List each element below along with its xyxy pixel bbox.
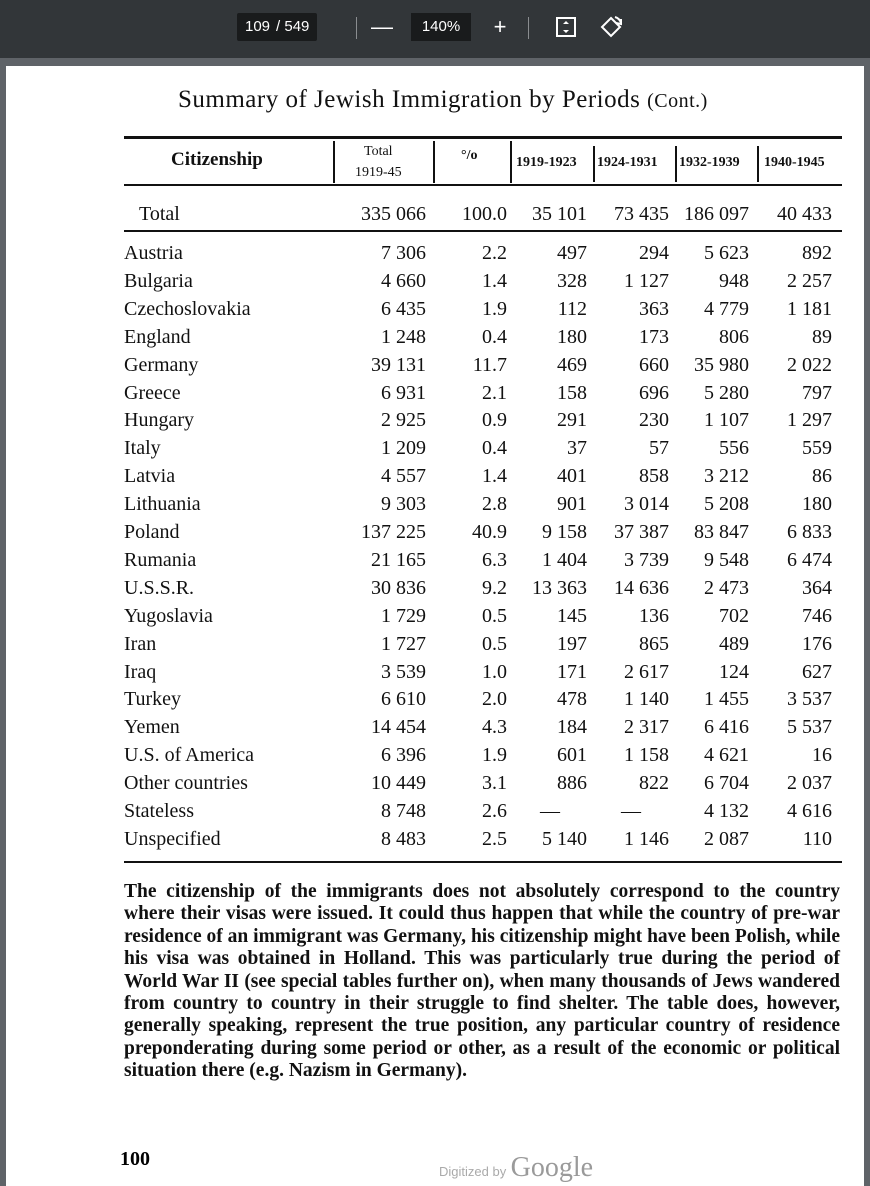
table-row-cell: 8 483 <box>381 827 426 850</box>
table-row-cell: 4 660 <box>381 269 426 292</box>
table-row-label: Yemen <box>124 716 180 739</box>
google-logo-text: Google <box>510 1152 594 1183</box>
table-row-cell: 797 <box>802 381 832 404</box>
table-row-cell: 171 <box>557 660 587 683</box>
table-row-cell: 1 158 <box>624 744 669 767</box>
table-row-cell: 5 140 <box>542 827 587 850</box>
table-row-cell: 627 <box>802 660 832 683</box>
fit-page-button[interactable] <box>553 12 579 42</box>
total-row-cell: 40 433 <box>777 203 832 225</box>
table-row-cell: 1 127 <box>624 269 669 292</box>
table-row-cell: 37 <box>567 437 587 460</box>
table-row-cell: 328 <box>557 269 587 292</box>
digitized-text: Digitized by <box>439 1164 507 1179</box>
table-row-cell: 9 303 <box>381 493 426 516</box>
table-row-cell: 1.4 <box>482 465 507 488</box>
table-row-label: Iraq <box>124 660 157 683</box>
table-row-label: Rumania <box>124 548 197 571</box>
table-row-cell: 13 363 <box>532 576 587 599</box>
table-row-label: Lithuania <box>124 493 201 516</box>
page-current-input[interactable]: 109 <box>245 18 271 35</box>
table-bottom-rule <box>124 861 842 863</box>
zoom-level[interactable]: 140% <box>411 13 471 41</box>
google-watermark <box>439 1152 593 1184</box>
header-citizenship: Citizenship <box>171 149 263 170</box>
table-row-label: Italy <box>124 437 161 460</box>
table-row-cell: 145 <box>557 604 587 627</box>
table-row-cell: 4 616 <box>787 800 832 822</box>
table-row-cell: 1 248 <box>381 325 426 348</box>
table-row-label: Stateless <box>124 800 194 822</box>
table-row-cell: 14 454 <box>371 716 426 739</box>
table-row-cell: 401 <box>557 465 587 488</box>
title-text: Summary of Jewish Immigration by Periods <box>178 86 641 113</box>
table-row-cell: 230 <box>639 409 669 432</box>
zoom-out-button[interactable] <box>369 12 395 42</box>
table-row-cell: 6 416 <box>704 716 749 739</box>
table-row-cell: 2 473 <box>704 576 749 599</box>
table-row-cell: 2.8 <box>482 493 507 516</box>
table-row-label: Unspecified <box>124 827 221 850</box>
table-row-cell: 0.5 <box>482 632 507 655</box>
table-row-cell: 2 257 <box>787 269 832 292</box>
table-row-cell: 822 <box>639 772 669 795</box>
table-row-label: Latvia <box>124 465 176 488</box>
table-row-label: U.S.S.R. <box>124 576 195 599</box>
table-row-cell: 892 <box>802 242 832 264</box>
table-row-cell: 9.2 <box>482 576 507 599</box>
table-row-cell: 10 449 <box>371 772 426 795</box>
table-row-cell: 37 387 <box>614 521 669 543</box>
table-row-cell: 39 131 <box>371 353 426 376</box>
header-period-3: 1932-1939 <box>679 155 740 170</box>
table-row-label: Bulgaria <box>124 269 193 292</box>
table-row-cell: 1 181 <box>787 297 832 320</box>
toolbar-divider <box>356 17 357 39</box>
table-row-cell: 2.6 <box>482 800 507 822</box>
table-row-cell: 3 014 <box>624 493 669 516</box>
table-row-cell: 9 548 <box>704 548 749 571</box>
table-row-cell: 6 435 <box>381 297 426 320</box>
table-row-cell: 696 <box>639 381 669 404</box>
table-row-cell: 497 <box>557 242 587 264</box>
table-row-cell: 4 779 <box>704 297 749 320</box>
table-row-cell: 3.1 <box>482 772 507 795</box>
table-row-cell: 1 209 <box>381 437 426 460</box>
table-row-cell: 556 <box>719 437 749 460</box>
page-number: 100 <box>120 1148 150 1170</box>
header-period-1: 1919-1923 <box>516 155 577 170</box>
table-row-cell: 9 158 <box>542 521 587 543</box>
table-row-cell: 180 <box>557 325 587 348</box>
table-row-cell: 3 537 <box>787 688 832 711</box>
total-row-cell: 100.0 <box>462 203 507 225</box>
table-row-cell: 180 <box>802 493 832 516</box>
table-row-cell: 660 <box>639 353 669 376</box>
table-row-label: Yugoslavia <box>124 604 213 627</box>
table-row-cell: 6 833 <box>787 521 832 543</box>
table-row-cell: 489 <box>719 632 749 655</box>
total-row-label: Total <box>139 203 180 225</box>
table-row-cell: 2 317 <box>624 716 669 739</box>
table-row-cell: 30 836 <box>371 576 426 599</box>
table-row-cell: 3 739 <box>624 548 669 571</box>
total-row-cell: 335 066 <box>361 203 426 225</box>
table-row-cell: 294 <box>639 242 669 264</box>
page-title <box>178 86 708 114</box>
table-row-cell: 5 623 <box>704 242 749 264</box>
table-row-cell: 0.5 <box>482 604 507 627</box>
page-indicator[interactable] <box>237 13 317 41</box>
table-row-cell: 2 925 <box>381 409 426 432</box>
header-divider <box>675 146 677 182</box>
table-row-cell: 1 297 <box>787 409 832 432</box>
table-row-cell: 2.5 <box>482 827 507 850</box>
table-row-cell: 6 474 <box>787 548 832 571</box>
table-row-cell: 1.0 <box>482 660 507 683</box>
table-row-cell: 1 146 <box>624 827 669 850</box>
table-row-cell: 2.2 <box>482 242 507 264</box>
table-row-cell: 5 537 <box>787 716 832 739</box>
table-row-cell: 5 280 <box>704 381 749 404</box>
table-row-cell: 0.4 <box>482 437 507 460</box>
table-row-cell: 40.9 <box>472 521 507 543</box>
table-row-cell: 35 980 <box>694 353 749 376</box>
table-row-cell: 1 727 <box>381 632 426 655</box>
table-row-cell: 173 <box>639 325 669 348</box>
table-row-cell: 89 <box>812 325 832 348</box>
toolbar-divider <box>528 17 529 39</box>
header-divider <box>757 146 759 182</box>
table-row-cell: 478 <box>557 688 587 711</box>
table-row-cell: 858 <box>639 465 669 488</box>
table-row-cell: 364 <box>802 576 832 599</box>
table-row-cell: 469 <box>557 353 587 376</box>
table-row-cell: 1.9 <box>482 744 507 767</box>
header-period-4: 1940-1945 <box>764 155 825 170</box>
header-divider <box>510 141 512 183</box>
table-row-cell: 7 306 <box>381 242 426 264</box>
table-row-cell: 197 <box>557 632 587 655</box>
header-divider <box>593 146 595 182</box>
table-row-label: Greece <box>124 381 181 404</box>
table-row-cell: 184 <box>557 716 587 739</box>
table-row-cell: — <box>540 800 560 822</box>
table-row-cell: — <box>621 800 641 822</box>
table-row-cell: 176 <box>802 632 832 655</box>
page-total: / 549 <box>276 18 310 35</box>
minus-icon: — <box>371 14 393 39</box>
table-row-cell: 601 <box>557 744 587 767</box>
table-row-cell: 5 208 <box>704 493 749 516</box>
table-row-cell: 83 847 <box>694 521 749 543</box>
table-row-cell: 137 225 <box>361 521 426 543</box>
table-row-cell: 6 610 <box>381 688 426 711</box>
total-row-cell: 186 097 <box>684 203 749 225</box>
total-row-rule <box>124 230 842 232</box>
table-row-cell: 21 165 <box>371 548 426 571</box>
table-row-cell: 2 087 <box>704 827 749 850</box>
table-row-cell: 14 636 <box>614 576 669 599</box>
table-row-cell: 112 <box>557 297 587 320</box>
table-row-cell: 11.7 <box>472 353 507 376</box>
table-row-cell: 110 <box>802 827 832 850</box>
table-row-cell: 3 539 <box>381 660 426 683</box>
table-row-label: U.S. of America <box>124 744 254 767</box>
table-row-cell: 6.3 <box>482 548 507 571</box>
table-row-cell: 2 022 <box>787 353 832 376</box>
table-row-cell: 136 <box>639 604 669 627</box>
table-row-cell: 86 <box>812 465 832 488</box>
table-row-label: Turkey <box>124 688 182 711</box>
table-row-label: Germany <box>124 353 199 376</box>
table-row-label: Other countries <box>124 772 248 795</box>
header-period-2: 1924-1931 <box>597 155 658 170</box>
table-row-cell: 3 212 <box>704 465 749 488</box>
table-row-cell: 6 931 <box>381 381 426 404</box>
header-total: Total <box>364 144 393 159</box>
table-row-cell: 1 729 <box>381 604 426 627</box>
table-row-label: Czechoslovakia <box>124 297 251 320</box>
table-row-cell: 1 455 <box>704 688 749 711</box>
table-row-cell: 4 621 <box>704 744 749 767</box>
rotate-icon <box>598 14 624 40</box>
table-row-label: Poland <box>124 521 180 543</box>
footnote-paragraph: The citizenship of the immigrants does not absolutely correspond to the country where their visas were issued. It could thus happen that while the country of pre-war residence of an immigrant was Germany, his citizenship might have been Polish, while his visa was obtained in Holland. This was particularly true during the period of World War II (see special tables further on), when many thousands of Jews wandered from country to country in their struggle to find shelter. The table does, however, generally speaking, represent the true position, any particular country of residence preponderating during some period or other, as a result of the economic or political situation there (e.g. Nazism in Germany). <box>124 881 840 1082</box>
table-row-cell: 901 <box>557 493 587 516</box>
table-row-cell: 702 <box>719 604 749 627</box>
table-top-rule <box>124 136 842 139</box>
total-row-cell: 35 101 <box>532 203 587 225</box>
table-row-cell: 4 557 <box>381 465 426 488</box>
table-row-cell: 806 <box>719 325 749 348</box>
table-row-cell: 0.9 <box>482 409 507 432</box>
table-row-cell: 4 132 <box>704 800 749 822</box>
table-row-cell: 1.9 <box>482 297 507 320</box>
table-row-label: England <box>124 325 191 348</box>
document-page <box>6 66 864 1186</box>
table-row-cell: 1 404 <box>542 548 587 571</box>
header-bottom-rule <box>124 184 842 186</box>
table-row-cell: 2.0 <box>482 688 507 711</box>
table-row-cell: 1 107 <box>704 409 749 432</box>
table-row-cell: 559 <box>802 437 832 460</box>
table-row-cell: 6 704 <box>704 772 749 795</box>
header-divider <box>333 141 335 183</box>
table-row-cell: 948 <box>719 269 749 292</box>
table-row-cell: 865 <box>639 632 669 655</box>
table-row-cell: 2 617 <box>624 660 669 683</box>
table-row-label: Iran <box>124 632 157 655</box>
table-row-cell: 291 <box>557 409 587 432</box>
table-row-cell: 363 <box>639 297 669 320</box>
table-row-cell: 8 748 <box>381 800 426 822</box>
table-row-cell: 2.1 <box>482 381 507 404</box>
total-row-cell: 73 435 <box>614 203 669 225</box>
header-percent: °/o <box>461 148 478 163</box>
pdf-toolbar <box>0 0 870 58</box>
table-row-cell: 57 <box>649 437 669 460</box>
header-total-years: 1919-45 <box>355 165 402 180</box>
table-row-label: Austria <box>124 242 183 264</box>
table-row-cell: 1.4 <box>482 269 507 292</box>
table-row-cell: 4.3 <box>482 716 507 739</box>
table-row-cell: 1 140 <box>624 688 669 711</box>
fit-page-icon <box>555 16 577 38</box>
table-row-label: Hungary <box>124 409 194 432</box>
table-row-cell: 886 <box>557 772 587 795</box>
table-row-cell: 16 <box>812 744 832 767</box>
plus-icon: + <box>493 14 507 39</box>
table-row-cell: 746 <box>802 604 832 627</box>
title-suffix: (Cont.) <box>647 90 708 112</box>
table-row-cell: 2 037 <box>787 772 832 795</box>
header-divider <box>433 141 435 183</box>
zoom-in-button[interactable] <box>487 12 513 42</box>
table-row-cell: 0.4 <box>482 325 507 348</box>
table-row-cell: 158 <box>557 381 587 404</box>
table-row-cell: 124 <box>719 660 749 683</box>
rotate-button[interactable] <box>598 12 624 42</box>
table-row-cell: 6 396 <box>381 744 426 767</box>
